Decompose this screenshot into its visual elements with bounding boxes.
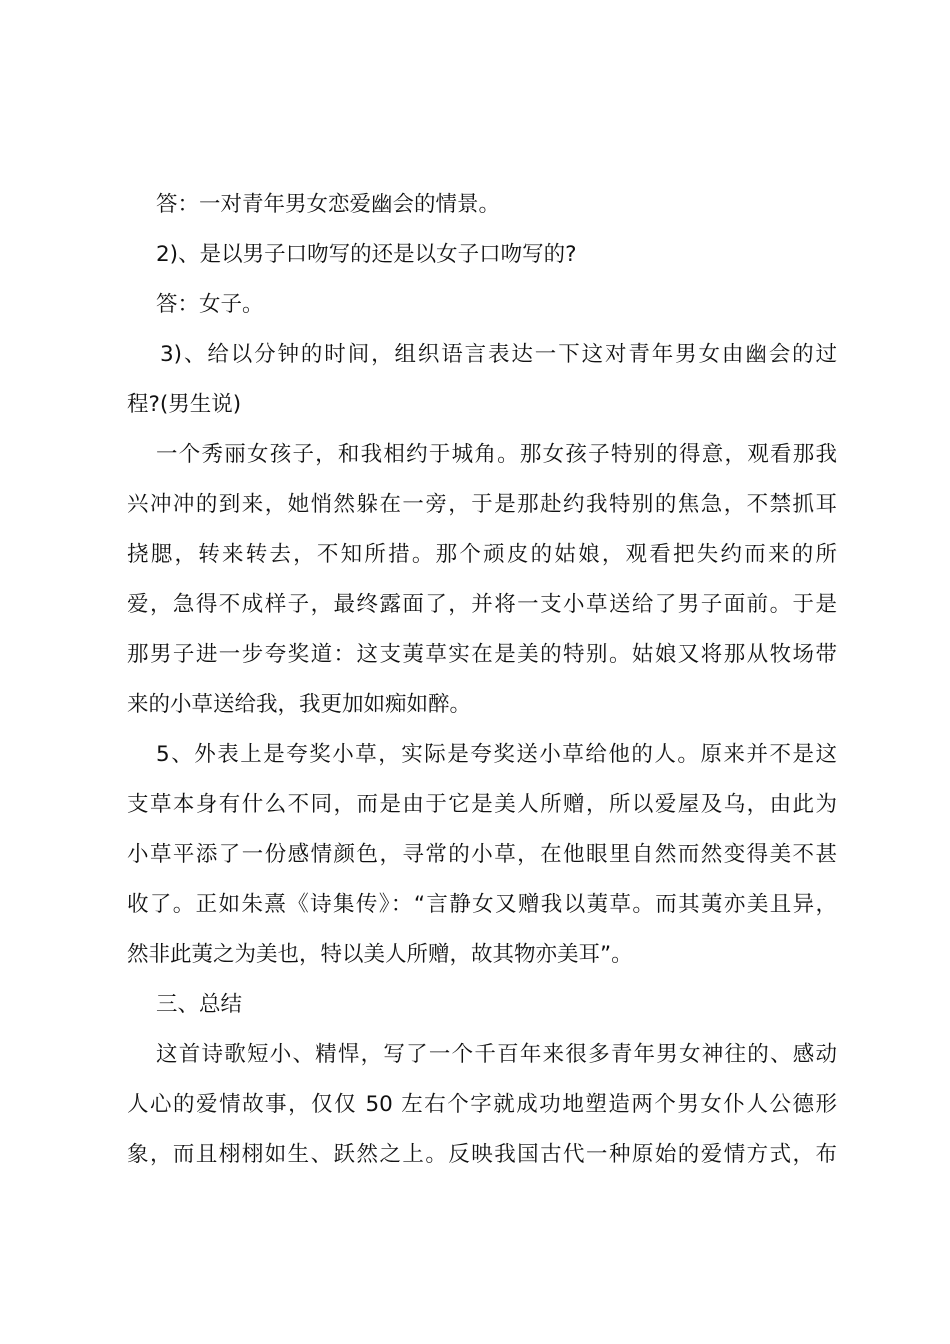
question-3-line-2: 程?(男生说) [127,392,242,417]
narration-line-1: 一个秀丽女孩子，和我相约于城角。那女孩子特别的得意，观看那我 [156,442,837,467]
narration-line-6: 来的小草送给我，我更加如痴如醉。 [127,692,472,717]
question-3-line-1: 3)、给以分钟的时间，组织语言表达一下这对青年男女由幽会的过 [160,342,837,367]
narration-line-3: 挠腮，转来转去，不知所措。那个顽皮的姑娘，观看把失约而来的所 [127,542,837,567]
point-5-line-3: 小草平添了一份感情颜色，寻常的小草，在他眼里自然而然变得美不甚 [127,842,837,867]
point-5-line-5: 然非此荑之为美也，特以美人所赠，故其物亦美耳”。 [127,942,633,967]
summary-line-1: 这首诗歌短小、精悍，写了一个千百年来很多青年男女神往的、感动 [156,1042,837,1067]
point-5-line-1: 5、外表上是夸奖小草，实际是夸奖送小草给他的人。原来并不是这 [156,742,837,767]
answer-line-1: 答：一对青年男女恋爱幽会的情景。 [156,192,501,217]
summary-line-3: 象，而且栩栩如生、跃然之上。反映我国古代一种原始的爱情方式，布 [127,1142,837,1167]
answer-line-2: 答：女子。 [156,292,264,317]
narration-line-5: 那男子进一步夸奖道：这支荑草实在是美的特别。姑娘又将那从牧场带 [127,642,837,667]
point-5-line-4: 收了。正如朱熹《诗集传》：“言静女又赠我以荑草。而其荑亦美且异， [127,892,837,917]
question-2: 2)、是以男子口吻写的还是以女子口吻写的? [156,242,577,267]
narration-line-4: 爱，急得不成样子，最终露面了，并将一支小草送给了男子面前。于是 [127,592,837,617]
narration-line-2: 兴冲冲的到来，她悄然躲在一旁，于是那赴约我特别的焦急，不禁抓耳 [127,492,837,517]
point-5-line-2: 支草本身有什么不同，而是由于它是美人所赠，所以爱屋及乌，由此为 [127,792,837,817]
section-heading-summary: 三、总结 [156,992,243,1017]
summary-line-2: 人心的爱情故事，仅仅 50 左右个字就成功地塑造两个男女仆人公德形 [127,1092,837,1117]
